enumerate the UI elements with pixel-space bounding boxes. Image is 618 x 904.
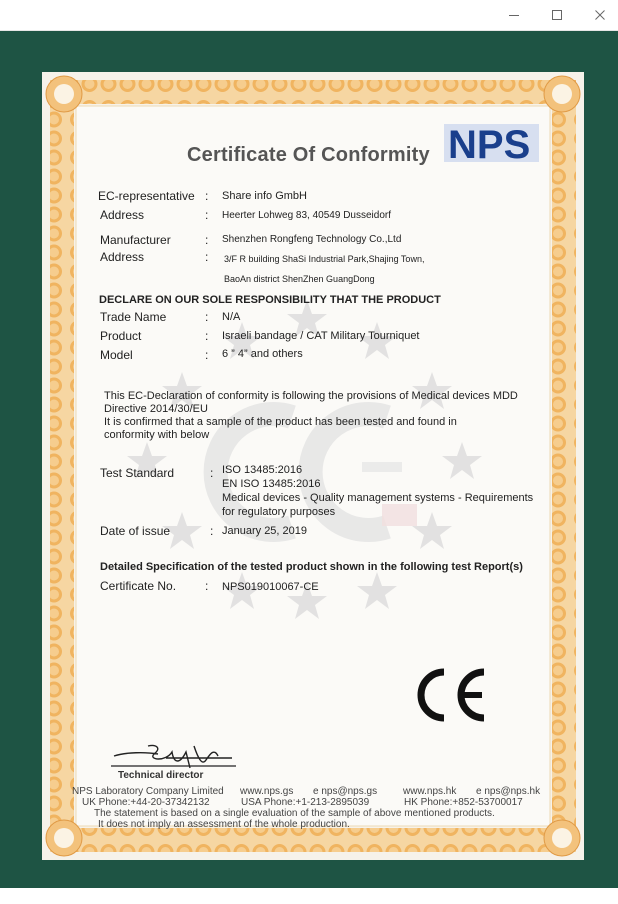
spec-heading: Detailed Specification of the tested product shown in the following test Report(s) [100, 561, 523, 573]
maximize-icon[interactable] [541, 3, 573, 27]
ec-rep-value: Share info GmbH [222, 190, 307, 202]
product-value: Israeli bandage / CAT Military Tourniquet [222, 330, 420, 342]
colon: : [205, 310, 209, 324]
manufacturer-label: Manufacturer [100, 233, 171, 247]
trade-name-label: Trade Name [100, 310, 167, 324]
address2-line2: BaoAn district ShenZhen GuangDong [224, 274, 375, 284]
window-titlebar [0, 0, 618, 31]
declare-heading: DECLARE ON OUR SOLE RESPONSIBILITY THAT THE PRODUCT [99, 294, 441, 306]
standard-2: EN ISO 13485:2016 [222, 478, 321, 490]
address1-label: Address [100, 208, 145, 222]
colon: : [205, 208, 209, 222]
ec-rep-label: EC-representative [98, 189, 195, 203]
footer-phone-uk: UK Phone:+44-20-37342132 [82, 797, 210, 808]
footer-web-hk: www.nps.hk [403, 786, 457, 797]
address2-line1: 3/F R building ShaSi Industrial Park,Shajing Town, [224, 254, 425, 264]
cert-no-value: NPS019010067-CE [222, 581, 319, 593]
footer-email-hk: e nps@nps.hk [476, 786, 541, 797]
colon: : [205, 579, 209, 593]
logo-text: NPS [448, 123, 531, 166]
colon: : [205, 233, 209, 247]
declaration-line-4: conformity with below [104, 429, 210, 441]
model-label: Model [100, 348, 133, 362]
colon: : [205, 348, 209, 362]
test-standard-label: Test Standard [100, 466, 175, 480]
colon: : [205, 329, 209, 343]
trade-name-value: N/A [222, 311, 241, 323]
footer-web-gs: www.nps.gs [240, 786, 294, 797]
viewer-bottom-strip [0, 888, 618, 904]
nps-logo [444, 118, 539, 166]
colon: : [210, 466, 214, 480]
model-value: 6 ” 4” and others [222, 348, 303, 360]
footer-note-1: The statement is based on a single evaluation of the sample of above mentioned products. [94, 808, 495, 819]
certificate-title: Certificate Of Conformity [187, 144, 430, 166]
colon: : [210, 524, 214, 538]
footer-note-2: It does not imply an assessment of the whole production. [98, 819, 350, 830]
date-label: Date of issue [100, 524, 171, 538]
footer-phone-hk: HK Phone:+852-53700017 [404, 797, 523, 808]
product-label: Product [100, 329, 142, 343]
address1-value: Heerter Lohweg 83, 40549 Dusseidorf [222, 210, 391, 221]
ce-mark [410, 666, 490, 724]
date-value: January 25, 2019 [222, 525, 308, 537]
declaration-line-1: This EC-Declaration of conformity is following the provisions of Medical devices MDD [104, 390, 518, 402]
colon: : [205, 189, 209, 203]
declaration-line-2: Directive 2014/30/EU [104, 403, 208, 415]
declaration-line-3: It is confirmed that a sample of the product has been tested and found in [104, 416, 457, 428]
manufacturer-value: Shenzhen Rongfeng Technology Co.,Ltd [222, 234, 402, 245]
standard-1: ISO 13485:2016 [222, 464, 303, 476]
certificate-document [42, 72, 584, 860]
cert-no-label: Certificate No. [100, 579, 177, 593]
colon: : [205, 250, 209, 264]
signature [106, 738, 241, 774]
footer-email-gs: e nps@nps.gs [313, 786, 378, 797]
standard-4: for regulatory purposes [222, 506, 336, 518]
standard-3: Medical devices - Quality management systems - Requirements [222, 492, 534, 504]
address2-label: Address [100, 250, 145, 264]
footer-phone-usa: USA Phone:+1-213-2895039 [241, 797, 370, 808]
close-icon[interactable] [584, 3, 616, 27]
signatory-title: Technical director [118, 770, 204, 781]
minimize-icon[interactable] [498, 3, 530, 27]
footer-company: NPS Laboratory Company Limited [72, 786, 224, 797]
